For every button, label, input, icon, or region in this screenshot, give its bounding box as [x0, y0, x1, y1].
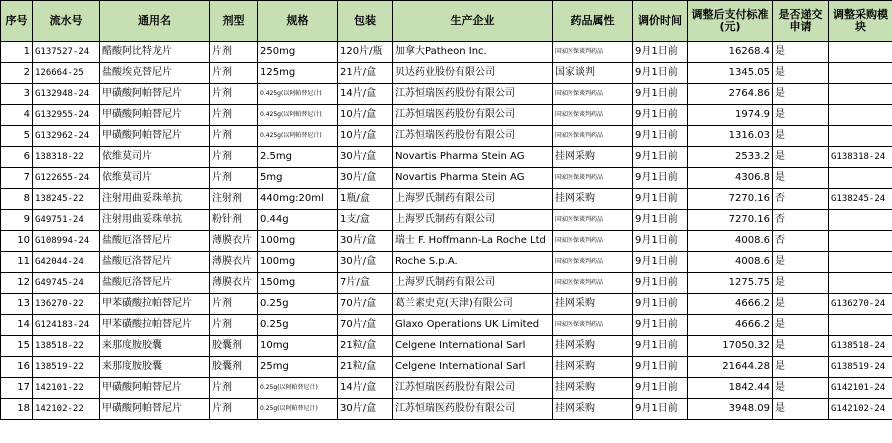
cell-dosage-form: 胶囊剂	[210, 336, 258, 357]
cell-generic-name: 注射用曲妥珠单抗	[100, 189, 210, 210]
cell-manufacturer: 江苏恒瑞医药股份有限公司	[393, 84, 553, 105]
header-serial: 流水号	[33, 1, 100, 42]
cell-dosage-form: 片剂	[210, 399, 258, 420]
cell-dosage-form: 薄膜衣片	[210, 231, 258, 252]
cell-generic-name: 依维莫司片	[100, 147, 210, 168]
cell-manufacturer: 江苏恒瑞医药股份有限公司	[393, 378, 553, 399]
cell-specification: 250mg	[258, 42, 338, 63]
header-purchase-module: 调整采购模块	[829, 1, 892, 42]
cell-adjust-time: 9月1日前	[633, 84, 688, 105]
cell-dosage-form: 片剂	[210, 126, 258, 147]
cell-manufacturer: Glaxo Operations UK Limited	[393, 315, 553, 336]
cell-adjust-time: 9月1日前	[633, 210, 688, 231]
cell-specification: 25mg	[258, 357, 338, 378]
cell-adjusted-price: 1345.05	[688, 63, 773, 84]
cell-packaging: 14片/盒	[338, 84, 393, 105]
cell-drug-attribute: 国家医保谈判药品	[553, 168, 633, 189]
cell-serial: 138518-22	[33, 336, 100, 357]
cell-manufacturer: 瑞士 F. Hoffmann-La Roche Ltd	[393, 231, 553, 252]
cell-manufacturer: 加拿大Patheon Inc.	[393, 42, 553, 63]
cell-adjusted-price: 1316.03	[688, 126, 773, 147]
cell-adjusted-price: 7270.16	[688, 189, 773, 210]
cell-adjust-time: 9月1日前	[633, 42, 688, 63]
cell-specification: 0.25g(以阿帕替尼计)	[258, 378, 338, 399]
cell-submitted: 是	[773, 105, 829, 126]
cell-generic-name: 来那度胺胶囊	[100, 336, 210, 357]
cell-dosage-form: 片剂	[210, 84, 258, 105]
cell-serial: 136270-22	[33, 294, 100, 315]
cell-adjusted-price: 1842.44	[688, 378, 773, 399]
table-row	[1, 126, 892, 147]
cell-generic-name: 甲磺酸阿帕替尼片	[100, 126, 210, 147]
cell-submitted: 是	[773, 273, 829, 294]
cell-serial: G108994-24	[33, 231, 100, 252]
cell-adjusted-price: 3948.09	[688, 399, 773, 420]
cell-generic-name: 甲磺酸阿帕替尼片	[100, 378, 210, 399]
cell-purchase-module	[829, 210, 892, 231]
cell-serial: G132962-24	[33, 126, 100, 147]
cell-specification: 0.44g	[258, 210, 338, 231]
cell-generic-name: 甲苯磺酸拉帕替尼片	[100, 315, 210, 336]
cell-drug-attribute: 国家医保谈判药品	[553, 315, 633, 336]
cell-purchase-module	[829, 252, 892, 273]
cell-serial: G42044-24	[33, 252, 100, 273]
cell-specification: 0.25g	[258, 315, 338, 336]
cell-purchase-module: G136270-24	[829, 294, 892, 315]
cell-submitted: 是	[773, 84, 829, 105]
cell-packaging: 30片/盒	[338, 399, 393, 420]
cell-index: 8	[1, 189, 33, 210]
cell-index: 3	[1, 84, 33, 105]
cell-serial: G49751-24	[33, 210, 100, 231]
cell-generic-name: 甲磺酸阿帕替尼片	[100, 105, 210, 126]
cell-manufacturer: Celgene International Sarl	[393, 336, 553, 357]
cell-adjust-time: 9月1日前	[633, 168, 688, 189]
cell-adjust-time: 9月1日前	[633, 63, 688, 84]
cell-purchase-module	[829, 168, 892, 189]
cell-manufacturer: Novartis Pharma Stein AG	[393, 168, 553, 189]
cell-drug-attribute: 国家医保谈判药品	[553, 105, 633, 126]
cell-index: 17	[1, 378, 33, 399]
cell-serial: G124183-24	[33, 315, 100, 336]
cell-packaging: 1支/盒	[338, 210, 393, 231]
cell-dosage-form: 胶囊剂	[210, 357, 258, 378]
cell-drug-attribute: 挂网采购	[553, 336, 633, 357]
cell-dosage-form: 片剂	[210, 105, 258, 126]
cell-submitted: 是	[773, 147, 829, 168]
cell-adjust-time: 9月1日前	[633, 273, 688, 294]
cell-generic-name: 依维莫司片	[100, 168, 210, 189]
cell-drug-attribute: 国家医保谈判药品	[553, 273, 633, 294]
header-adjusted-price: 调整后支付标准(元)	[688, 1, 773, 42]
table-row	[1, 105, 892, 126]
cell-manufacturer: Celgene International Sarl	[393, 357, 553, 378]
cell-packaging: 7片/盒	[338, 273, 393, 294]
table-row	[1, 189, 892, 210]
cell-purchase-module: G138245-24	[829, 189, 892, 210]
cell-manufacturer: 江苏恒瑞医药股份有限公司	[393, 126, 553, 147]
cell-adjust-time: 9月1日前	[633, 126, 688, 147]
table-row	[1, 294, 892, 315]
cell-dosage-form: 片剂	[210, 315, 258, 336]
cell-drug-attribute: 挂网采购	[553, 399, 633, 420]
cell-specification: 100mg	[258, 252, 338, 273]
table-row	[1, 147, 892, 168]
cell-packaging: 70片/盒	[338, 315, 393, 336]
table-row	[1, 315, 892, 336]
cell-adjust-time: 9月1日前	[633, 357, 688, 378]
table-row	[1, 84, 892, 105]
header-index: 序号	[1, 1, 33, 42]
cell-adjusted-price: 2764.86	[688, 84, 773, 105]
table-row	[1, 252, 892, 273]
cell-dosage-form: 片剂	[210, 294, 258, 315]
cell-index: 1	[1, 42, 33, 63]
table-row	[1, 336, 892, 357]
cell-specification: 0.25g	[258, 294, 338, 315]
cell-purchase-module	[829, 63, 892, 84]
cell-packaging: 30片/盒	[338, 252, 393, 273]
cell-dosage-form: 粉针剂	[210, 210, 258, 231]
cell-adjust-time: 9月1日前	[633, 231, 688, 252]
cell-generic-name: 盐酸埃克替尼片	[100, 63, 210, 84]
cell-serial: 138245-22	[33, 189, 100, 210]
cell-adjust-time: 9月1日前	[633, 315, 688, 336]
cell-dosage-form: 注射剂	[210, 189, 258, 210]
cell-dosage-form: 片剂	[210, 42, 258, 63]
cell-dosage-form: 片剂	[210, 147, 258, 168]
table-row	[1, 231, 892, 252]
cell-manufacturer: Novartis Pharma Stein AG	[393, 147, 553, 168]
cell-submitted: 否	[773, 189, 829, 210]
cell-purchase-module: G142101-24	[829, 378, 892, 399]
table-row	[1, 273, 892, 294]
cell-serial: G122655-24	[33, 168, 100, 189]
cell-submitted: 否	[773, 231, 829, 252]
table-row	[1, 63, 892, 84]
cell-purchase-module	[829, 315, 892, 336]
cell-purchase-module	[829, 126, 892, 147]
cell-specification: 150mg	[258, 273, 338, 294]
cell-specification: 0.425g(以阿帕替尼计)	[258, 126, 338, 147]
cell-drug-attribute: 国家医保谈判药品	[553, 84, 633, 105]
cell-adjusted-price: 7270.16	[688, 210, 773, 231]
cell-specification: 5mg	[258, 168, 338, 189]
cell-specification: 0.25g(以阿帕替尼计)	[258, 399, 338, 420]
table-body	[1, 42, 892, 420]
cell-index: 5	[1, 126, 33, 147]
header-drug-attribute: 药品属性	[553, 1, 633, 42]
cell-adjust-time: 9月1日前	[633, 147, 688, 168]
table-row	[1, 210, 892, 231]
cell-drug-attribute: 国家医保谈判药品	[553, 231, 633, 252]
cell-submitted: 是	[773, 42, 829, 63]
cell-submitted: 是	[773, 378, 829, 399]
cell-specification: 0.425g(以阿帕替尼计)	[258, 84, 338, 105]
table-row	[1, 378, 892, 399]
cell-purchase-module	[829, 42, 892, 63]
cell-drug-attribute: 挂网采购	[553, 357, 633, 378]
cell-purchase-module	[829, 105, 892, 126]
header-dosage-form: 剂型	[210, 1, 258, 42]
cell-submitted: 是	[773, 357, 829, 378]
cell-index: 15	[1, 336, 33, 357]
cell-submitted: 是	[773, 252, 829, 273]
cell-submitted: 否	[773, 210, 829, 231]
header-generic-name: 通用名	[100, 1, 210, 42]
cell-index: 9	[1, 210, 33, 231]
cell-packaging: 30片/盒	[338, 147, 393, 168]
cell-generic-name: 盐酸厄洛替尼片	[100, 252, 210, 273]
cell-adjusted-price: 17050.32	[688, 336, 773, 357]
cell-manufacturer: 江苏恒瑞医药股份有限公司	[393, 105, 553, 126]
cell-index: 6	[1, 147, 33, 168]
cell-packaging: 1瓶/盒	[338, 189, 393, 210]
cell-serial: 138318-22	[33, 147, 100, 168]
cell-adjust-time: 9月1日前	[633, 294, 688, 315]
cell-submitted: 是	[773, 294, 829, 315]
header-specification: 规格	[258, 1, 338, 42]
cell-purchase-module: G142102-24	[829, 399, 892, 420]
cell-adjusted-price: 4008.6	[688, 252, 773, 273]
table-row	[1, 399, 892, 420]
table-row	[1, 168, 892, 189]
cell-generic-name: 甲磺酸阿帕替尼片	[100, 84, 210, 105]
cell-drug-attribute: 挂网采购	[553, 147, 633, 168]
cell-adjusted-price: 16268.4	[688, 42, 773, 63]
cell-submitted: 是	[773, 336, 829, 357]
cell-index: 4	[1, 105, 33, 126]
cell-drug-attribute: 国家医保谈判药品	[553, 252, 633, 273]
cell-drug-attribute: 国家医保谈判药品	[553, 210, 633, 231]
cell-generic-name: 甲苯磺酸拉帕替尼片	[100, 294, 210, 315]
cell-packaging: 10片/盒	[338, 126, 393, 147]
cell-manufacturer: 上海罗氏制药有限公司	[393, 273, 553, 294]
cell-adjusted-price: 2533.2	[688, 147, 773, 168]
cell-serial: G49745-24	[33, 273, 100, 294]
cell-serial: 142102-22	[33, 399, 100, 420]
cell-index: 13	[1, 294, 33, 315]
cell-index: 7	[1, 168, 33, 189]
cell-dosage-form: 片剂	[210, 378, 258, 399]
cell-serial: 126664-25	[33, 63, 100, 84]
cell-index: 18	[1, 399, 33, 420]
cell-serial: G132955-24	[33, 105, 100, 126]
cell-adjusted-price: 4306.8	[688, 168, 773, 189]
cell-generic-name: 注射用曲妥珠单抗	[100, 210, 210, 231]
cell-packaging: 70片/盒	[338, 294, 393, 315]
cell-specification: 10mg	[258, 336, 338, 357]
cell-specification: 2.5mg	[258, 147, 338, 168]
cell-packaging: 14片/盒	[338, 378, 393, 399]
cell-packaging: 10片/盒	[338, 105, 393, 126]
cell-purchase-module	[829, 273, 892, 294]
cell-index: 12	[1, 273, 33, 294]
cell-submitted: 是	[773, 168, 829, 189]
cell-purchase-module	[829, 231, 892, 252]
cell-index: 14	[1, 315, 33, 336]
cell-adjusted-price: 1275.75	[688, 273, 773, 294]
header-submitted: 是否递交申请	[773, 1, 829, 42]
cell-generic-name: 醋酸阿比特龙片	[100, 42, 210, 63]
cell-packaging: 21粒/盒	[338, 336, 393, 357]
cell-submitted: 是	[773, 126, 829, 147]
cell-serial: 142101-22	[33, 378, 100, 399]
header-row	[1, 1, 892, 42]
cell-manufacturer: 上海罗氏制药有限公司	[393, 189, 553, 210]
cell-purchase-module: G138318-24	[829, 147, 892, 168]
header-packaging: 包装	[338, 1, 393, 42]
cell-packaging: 30片/盒	[338, 168, 393, 189]
cell-manufacturer: Roche S.p.A.	[393, 252, 553, 273]
cell-index: 2	[1, 63, 33, 84]
cell-adjust-time: 9月1日前	[633, 252, 688, 273]
cell-adjusted-price: 21644.28	[688, 357, 773, 378]
cell-specification: 0.425g(以阿帕替尼计)	[258, 105, 338, 126]
cell-adjusted-price: 4666.2	[688, 315, 773, 336]
cell-adjusted-price: 4666.2	[688, 294, 773, 315]
cell-serial: G132948-24	[33, 84, 100, 105]
cell-specification: 125mg	[258, 63, 338, 84]
cell-adjust-time: 9月1日前	[633, 399, 688, 420]
cell-manufacturer: 贝达药业股份有限公司	[393, 63, 553, 84]
cell-packaging: 30片/盒	[338, 231, 393, 252]
cell-drug-attribute: 国家谈判	[553, 63, 633, 84]
table-row	[1, 42, 892, 63]
table-row	[1, 357, 892, 378]
cell-purchase-module	[829, 84, 892, 105]
cell-generic-name: 甲磺酸阿帕替尼片	[100, 399, 210, 420]
cell-adjust-time: 9月1日前	[633, 336, 688, 357]
cell-adjusted-price: 1974.9	[688, 105, 773, 126]
header-manufacturer: 生产企业	[393, 1, 553, 42]
cell-serial: G137527-24	[33, 42, 100, 63]
cell-manufacturer: 上海罗氏制药有限公司	[393, 210, 553, 231]
cell-manufacturer: 葛兰素史克(天津)有限公司	[393, 294, 553, 315]
cell-dosage-form: 薄膜衣片	[210, 252, 258, 273]
cell-submitted: 是	[773, 315, 829, 336]
cell-specification: 440mg:20ml	[258, 189, 338, 210]
cell-purchase-module: G138518-24	[829, 336, 892, 357]
cell-index: 16	[1, 357, 33, 378]
cell-drug-attribute: 国家医保谈判药品	[553, 126, 633, 147]
cell-drug-attribute: 挂网采购	[553, 189, 633, 210]
cell-drug-attribute: 国家医保谈判药品	[553, 42, 633, 63]
cell-specification: 100mg	[258, 231, 338, 252]
cell-serial: 138519-22	[33, 357, 100, 378]
cell-manufacturer: 江苏恒瑞医药股份有限公司	[393, 399, 553, 420]
cell-adjust-time: 9月1日前	[633, 378, 688, 399]
cell-submitted: 是	[773, 63, 829, 84]
cell-adjust-time: 9月1日前	[633, 189, 688, 210]
cell-adjust-time: 9月1日前	[633, 105, 688, 126]
cell-generic-name: 盐酸厄洛替尼片	[100, 273, 210, 294]
cell-purchase-module: G138519-24	[829, 357, 892, 378]
cell-drug-attribute: 挂网采购	[553, 294, 633, 315]
cell-generic-name: 来那度胺胶囊	[100, 357, 210, 378]
cell-index: 10	[1, 231, 33, 252]
cell-dosage-form: 片剂	[210, 63, 258, 84]
cell-submitted: 是	[773, 399, 829, 420]
cell-packaging: 21片/盒	[338, 63, 393, 84]
cell-dosage-form: 薄膜衣片	[210, 273, 258, 294]
cell-index: 11	[1, 252, 33, 273]
header-adjust-time: 调价时间	[633, 1, 688, 42]
cell-packaging: 120片/瓶	[338, 42, 393, 63]
cell-dosage-form: 片剂	[210, 168, 258, 189]
cell-drug-attribute: 挂网采购	[553, 378, 633, 399]
cell-generic-name: 盐酸厄洛替尼片	[100, 231, 210, 252]
cell-packaging: 21粒/盒	[338, 357, 393, 378]
cell-adjusted-price: 4008.6	[688, 231, 773, 252]
